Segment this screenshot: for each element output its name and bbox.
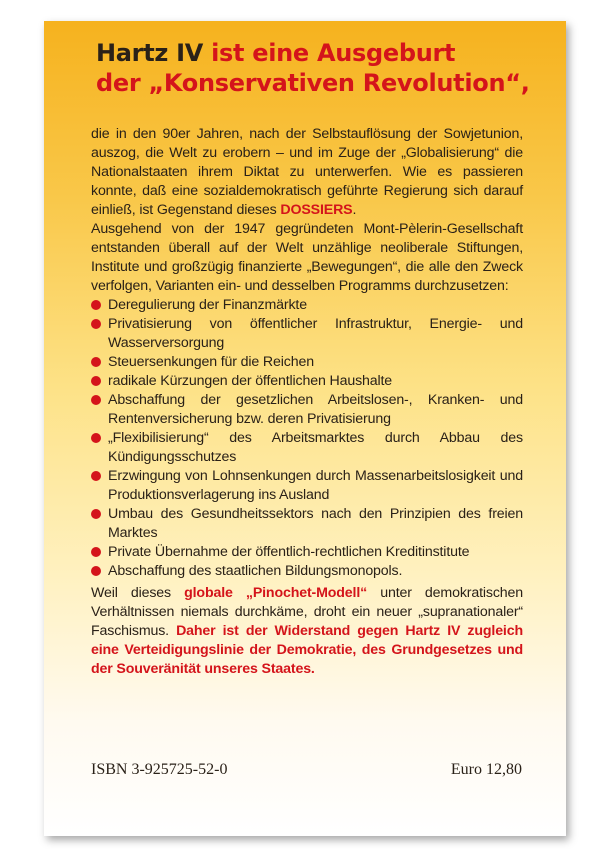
list-item	[91, 372, 523, 391]
program-list	[91, 296, 523, 581]
list-item	[91, 467, 523, 505]
list-item	[91, 353, 523, 372]
bullet-dot-icon	[91, 433, 101, 443]
list-item-text: Steuersenkungen für die Reichen	[108, 354, 314, 370]
list-item-text: radikale Kürzungen der öffentlichen Haushalte	[108, 373, 393, 389]
list-item-text: „Flexibilisierung“ des Arbeitsmarktes durch Abbau des Kündigungsschutzes	[108, 430, 523, 465]
book-back-cover	[44, 21, 566, 836]
bullet-dot-icon	[91, 547, 101, 557]
bullet-dot-icon	[91, 471, 101, 481]
bullet-dot-icon	[91, 509, 101, 519]
resistance-highlight: Daher ist der Widerstand gegen Hartz IV zugleich eine Verteidigungslinie der Demokratie, des Grundgesetzes und der Souveränität unseres Staates.	[91, 623, 523, 677]
cover-headline	[96, 38, 556, 98]
list-item-text: Erzwingung von Lohnsenkungen durch Massenarbeitslosigkeit und Produktionsverlagerung ins Ausland	[108, 468, 523, 503]
list-item-text: Privatisierung von öffentlicher Infrastruktur, Energie- und Wasserversorgung	[108, 316, 523, 351]
bullet-dot-icon	[91, 300, 101, 310]
list-item	[91, 429, 523, 467]
isbn-number: ISBN 3-925725-52-0	[91, 761, 228, 778]
price-label: Euro 12,80	[450, 761, 522, 778]
pinochet-model-highlight: globale „Pinochet-Modell“	[184, 585, 368, 601]
bullet-dot-icon	[91, 376, 101, 386]
closing-paragraph	[91, 584, 523, 679]
list-item-text: Abschaffung des staatlichen Bildungsmonopols.	[108, 563, 403, 579]
list-item	[91, 562, 523, 581]
intro-paragraph	[91, 125, 523, 220]
headline-line2-red: der „Konservativen Revolution“,	[96, 69, 530, 97]
bullet-dot-icon	[91, 357, 101, 367]
list-item	[91, 296, 523, 315]
bullet-dot-icon	[91, 395, 101, 405]
bullet-dot-icon	[91, 566, 101, 576]
list-item	[91, 391, 523, 429]
list-item-text: Umbau des Gesundheitssektors nach den Prinzipien des freien Marktes	[108, 506, 523, 541]
program-paragraph: Ausgehend von der 1947 gegründeten Mont-Pèlerin-Gesellschaft entstanden überall auf der Welt unzählige neoliberale Stiftungen, Institute und großzügig finanzierte „Bewegungen“, die alle den Zweck verfolgen, Varianten ein- und desselben Programms durchzusetzen:	[91, 221, 523, 294]
list-item	[91, 315, 523, 353]
closing-text-2: unter demokratischen Verhältnissen niemals durchkäme, droht ein neuer „supranationaler“ Faschismus.	[91, 585, 523, 639]
headline-line1-red: ist eine Ausgeburt	[203, 39, 456, 67]
list-item-text: Abschaffung der gesetzlichen Arbeitslosen-, Kranken- und Rentenversicherung bzw. deren Privatisierung	[108, 392, 523, 427]
closing-text-1: Weil dieses	[91, 585, 185, 601]
bullet-dot-icon	[91, 319, 101, 329]
intro-text: die in den 90er Jahren, nach der Selbstauflösung der Sowjetunion, auszog, die Welt zu erobern – und im Zuge der „Globalisierung“ die Nationalstaaten ihrem Diktat zu unterwerfen. Wie es passieren konnte, daß eine sozialdemokratisch geführte Regierung sich darauf einließ, ist Gegenstand dieses	[91, 126, 523, 218]
list-item	[91, 505, 523, 543]
intro-end: .	[352, 202, 357, 218]
dossiers-highlight: DOSSIERS	[280, 202, 353, 218]
blurb-body	[91, 125, 523, 679]
list-item	[91, 543, 523, 562]
list-item-text: Deregulierung der Finanzmärkte	[108, 297, 307, 313]
list-item-text: Private Übernahme der öffentlich-rechtlichen Kreditinstitute	[108, 544, 470, 560]
headline-hartz-iv: Hartz IV	[96, 39, 204, 67]
